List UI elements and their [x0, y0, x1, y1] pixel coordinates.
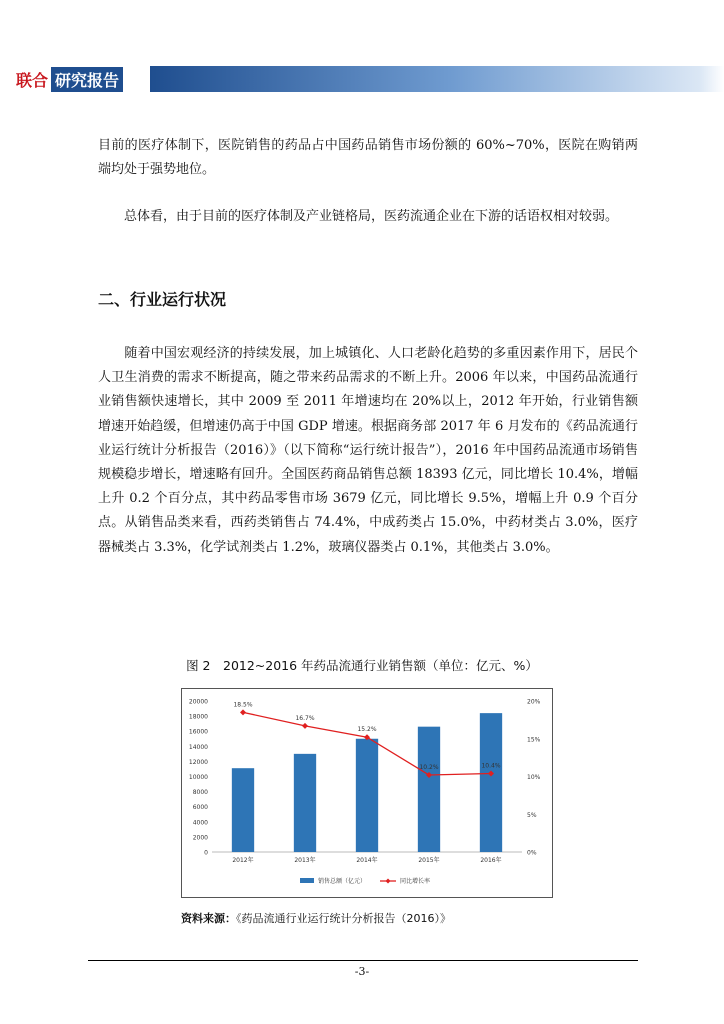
bar [356, 739, 378, 852]
bar [294, 754, 316, 852]
chart-svg [182, 689, 552, 897]
y-right-tick-label: 5% [527, 811, 537, 819]
y-left-tick-label: 14000 [188, 743, 208, 751]
y-left-tick-label: 2000 [192, 834, 208, 842]
paragraph-1: 目前的医疗体制下，医院销售的药品占中国药品销售市场份额的 60%~70%，医院在购销两端均处于强势地位。 [98, 138, 638, 178]
bar [418, 727, 440, 852]
y-left-tick-label: 18000 [188, 713, 208, 721]
brand-logo [16, 68, 123, 90]
y-left-tick-label: 20000 [188, 698, 208, 706]
growth-data-label: 15.2% [357, 726, 377, 734]
body-paragraph: 随着中国宏观经济的持续发展，加上城镇化、人口老龄化趋势的多重因素作用下，居民个人卫生消费的需求不断提高，随之带来药品需求的不断上升。2006 年以来，中国药品流通行业销售额快速增长，其中 2009 至 2011 年增速均在 20%以上，2012 年开始，行业销售额增速开始趋缓，但增速仍高于中国 GDP 增速。根据商务部 2017 年 6 月发布的《药品流通行业运行统计分析报告（2016）》（以下简称“运行统计报告”），2016 年中国药品流通市场销售规模稳步增长，增速略有回升。全国医药商品销售总额 18393 亿元，同比增长 10.4%，增幅上升 0.2 个百分点，其中药品零售市场 3679 亿元，同比增长 9.5%，增幅上升 0.9 个百分点。从销售品类来看，西药类销售占 74.4%，中成药类占 15.0%，中药材类占 3.0%，医疗器械类占 3.3%，化学试剂类占 1.2%，玻璃仪器类占 0.1%，其他类占 3.0%。 [98, 346, 638, 555]
section-title: 二、行业运行状况 [98, 290, 227, 309]
brand-red-text: 联合 [16, 70, 49, 90]
growth-data-label: 10.4% [481, 762, 501, 770]
source-label: 资料来源： [181, 912, 236, 925]
source-note [181, 910, 451, 926]
sales-chart [181, 688, 553, 898]
brand-blue-text: 研究报告 [51, 67, 123, 92]
legend-bar-label: 销售总额（亿元） [318, 878, 367, 885]
paragraph-2: 总体看，由于目前的医疗体制及产业链格局，医药流通企业在下游的话语权相对较弱。 [98, 209, 619, 224]
x-tick-label: 2013年 [294, 857, 316, 864]
legend-line-label: 同比增长率 [400, 878, 431, 885]
y-left-tick-label: 4000 [192, 819, 208, 827]
y-left-tick-label: 16000 [188, 728, 208, 736]
y-right-tick-label: 0% [527, 849, 537, 857]
y-right-tick-label: 10% [527, 774, 541, 781]
growth-data-label: 18.5% [233, 701, 253, 709]
x-tick-label: 2012年 [232, 857, 254, 864]
source-text: 《药品流通行业运行统计分析报告（2016）》 [236, 912, 451, 925]
y-left-tick-label: 0 [204, 849, 208, 857]
legend-line-marker [386, 879, 391, 884]
y-left-tick-label: 12000 [188, 758, 208, 766]
growth-data-label: 10.2% [419, 763, 439, 771]
footer-divider [88, 960, 638, 961]
figure-caption: 图 2 2012~2016 年药品流通行业销售额（单位：亿元、%） [186, 658, 538, 673]
page-number: -3- [354, 965, 370, 978]
growth-data-label: 16.7% [295, 714, 315, 722]
bar [232, 768, 254, 852]
y-right-tick-label: 15% [527, 736, 541, 744]
y-left-tick-label: 8000 [192, 789, 208, 797]
x-tick-label: 2014年 [356, 857, 378, 864]
y-left-tick-label: 6000 [192, 804, 208, 812]
legend-bar-swatch [300, 878, 314, 883]
growth-point [240, 709, 246, 715]
y-left-tick-label: 10000 [188, 774, 208, 781]
bar [480, 713, 502, 852]
x-tick-label: 2016年 [480, 857, 502, 864]
growth-point [302, 723, 308, 729]
y-right-tick-label: 20% [527, 698, 541, 706]
x-tick-label: 2015年 [418, 857, 440, 864]
